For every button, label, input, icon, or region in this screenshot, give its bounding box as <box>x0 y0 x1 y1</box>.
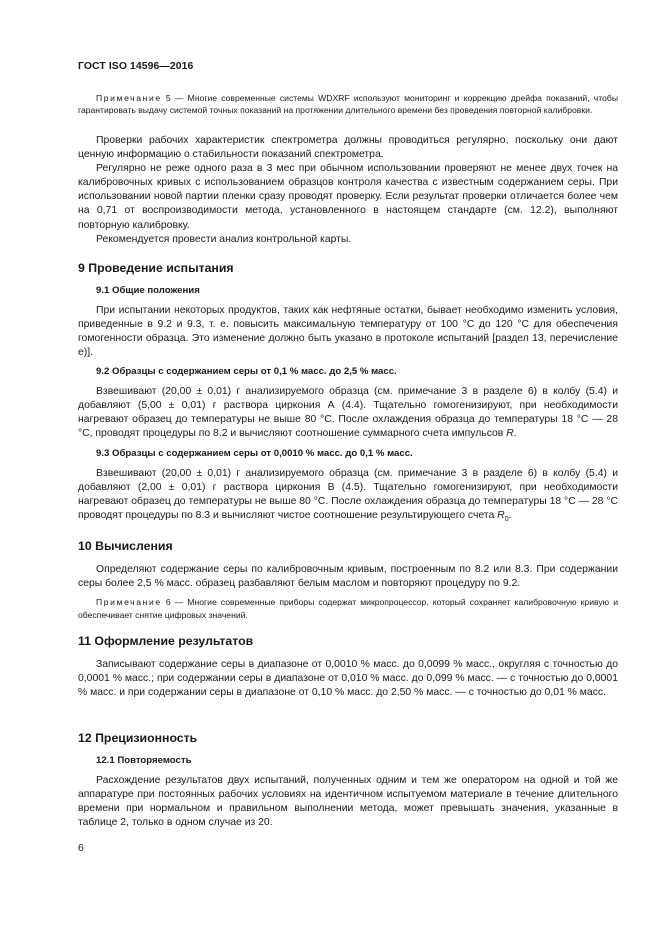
page-number: 6 <box>78 843 84 854</box>
paragraph: Рекомендуется провести анализ контрольной карты. <box>96 233 352 245</box>
section-9 <box>78 261 618 276</box>
subsection-heading: 9.3 Образцы с содержанием серы от 0,0010 % масс. до 0,1 % масс. <box>96 448 413 459</box>
note-body: 6 — Многие современные приборы содержат микропроцессор, который сохраняет калибровочную кривую и обеспечивает снятие цифровых значений. <box>78 597 618 620</box>
symbol-subscript: 0 <box>504 516 509 524</box>
subsection-9-2 <box>78 365 618 441</box>
section-heading: 9 Проведение испытания <box>78 261 234 275</box>
note-body: 5 — Многие современные системы WDXRF используют мониторинг и коррекцию дрейфа показаний, чтобы гарантировать выдачу системой точных показаний на протяжении длительного времени без проведения повторной калибровки. <box>78 93 618 116</box>
symbol-r0: R <box>497 510 505 522</box>
subsection-heading: 9.1 Общие положения <box>96 285 200 296</box>
paragraph: Проверки рабочих характеристик спектрометра должны проводиться регулярно, поскольку они дают ценную информацию о стабильности показаний спектрометра. <box>78 135 618 161</box>
paragraph: При испытании некоторых продуктов, таких как нефтяные остатки, бывает необходимо изменить условия, приведенные в 9.2 и 9.3, т. е. повысить максимальную температуру от 100 °С до 120 °С для обеспечения гомогенности образца. Это изменение должно быть указано в протоколе испытаний [раздел 13, перечисление е)]. <box>78 305 618 359</box>
paragraph: Записывают содержание серы в диапазоне от 0,0010 % масс. до 0,0099 % масс., округляя с точностью до 0,0001 % масс.; при содержании серы в диапазоне от 0,010 % масс. до 0,099 % масс. — с точностью до 0,0001 % масс. и при содержании серы в диапазоне от 0,10 % масс. до 2,50 % масс. — с точностью до 0,01 % масс. <box>78 659 618 699</box>
page-header: ГОСТ ISO 14596—2016 <box>78 61 194 72</box>
paragraph <box>78 467 618 527</box>
subsection-9-1 <box>78 284 618 360</box>
paragraph-text: Взвешивают (20,00 ± 0,01) г анализируемого образца (см. примечание 3 в разделе 6) в колбу (5.4) и добавляют (2,00 ± 0,01) г раствора циркония В (4.5). Тщательно гомогенизируют, при необходимости нагревают образец до температуры не выше 80 °С. После охлаждения образца до температуры 18 °С — 28 °С проводят процедуры по 8.3 и вычисляют чистое соотношение результирующего счета <box>78 468 618 522</box>
paragraph-end: . <box>513 428 517 440</box>
section-heading: 10 Вычисления <box>78 539 173 553</box>
paragraph: Определяют содержание серы по калибровочным кривым, построенным по 8.2 или 8.3. При содержании серы более 2,5 % масс. образец разбавляют белым маслом и повторяют процедуру по 9.2. <box>78 564 618 590</box>
paragraph: Регулярно не реже одного раза в 3 мес при обычном использовании проверяют не менее двух точек на калибровочных кривых с использованием образцов контроля качества с известным содержанием серы. При использовании новой партии пленки сразу проводят проверку. Если результат проверки отличается более чем на 0,71 от воспроизводимости метода, установленного в настоящем стандарте (см. 12.2), выполняют повторную калибровку. <box>78 163 618 231</box>
paragraph-end: . <box>508 510 512 522</box>
subsection-heading: 12.1 Повторяемость <box>96 755 192 766</box>
note-label: Примечание <box>96 93 162 103</box>
subsection-9-3 <box>78 447 618 527</box>
section-10 <box>78 539 618 621</box>
note-5-text <box>78 92 618 117</box>
section-11 <box>78 634 618 700</box>
intro-paragraphs <box>78 134 618 247</box>
subsection-heading: 9.2 Образцы с содержанием серы от 0,1 % масс. до 2,5 % масс. <box>96 366 397 377</box>
paragraph <box>78 385 618 441</box>
note-6 <box>78 596 618 621</box>
note-label: Примечание <box>96 597 162 608</box>
paragraph-text: Взвешивают (20,00 ± 0,01) г анализируемого образца (см. примечание 3 в разделе 6) в колбу (5.4) и добавляют (5,00 ± 0,01) г раствора циркония А (4.4). Тщательно гомогенизируют, при необходимости нагревают образец до температуры не выше 80 °С. После охлаждения образца до температуры 18 °С — 28 °С, проводят процедуры по 8.2 и вычисляют соотношение суммарного счета импульсов <box>78 386 618 440</box>
section-heading: 11 Оформление результатов <box>78 634 254 648</box>
note-5 <box>78 92 618 117</box>
section-12 <box>78 731 618 830</box>
symbol-r: R <box>506 428 514 440</box>
paragraph: Расхождение результатов двух испытаний, полученных одним и тем же оператором на одной и той же аппаратуре при постоянных рабочих условиях на идентичном испытуемом материале в течение длительного времени при нормальном и правильном выполнении метода, может превышать значения, указанные в таблице 2, только в одном случае из 20. <box>78 775 618 829</box>
section-heading: 12 Прецизионность <box>78 731 198 745</box>
